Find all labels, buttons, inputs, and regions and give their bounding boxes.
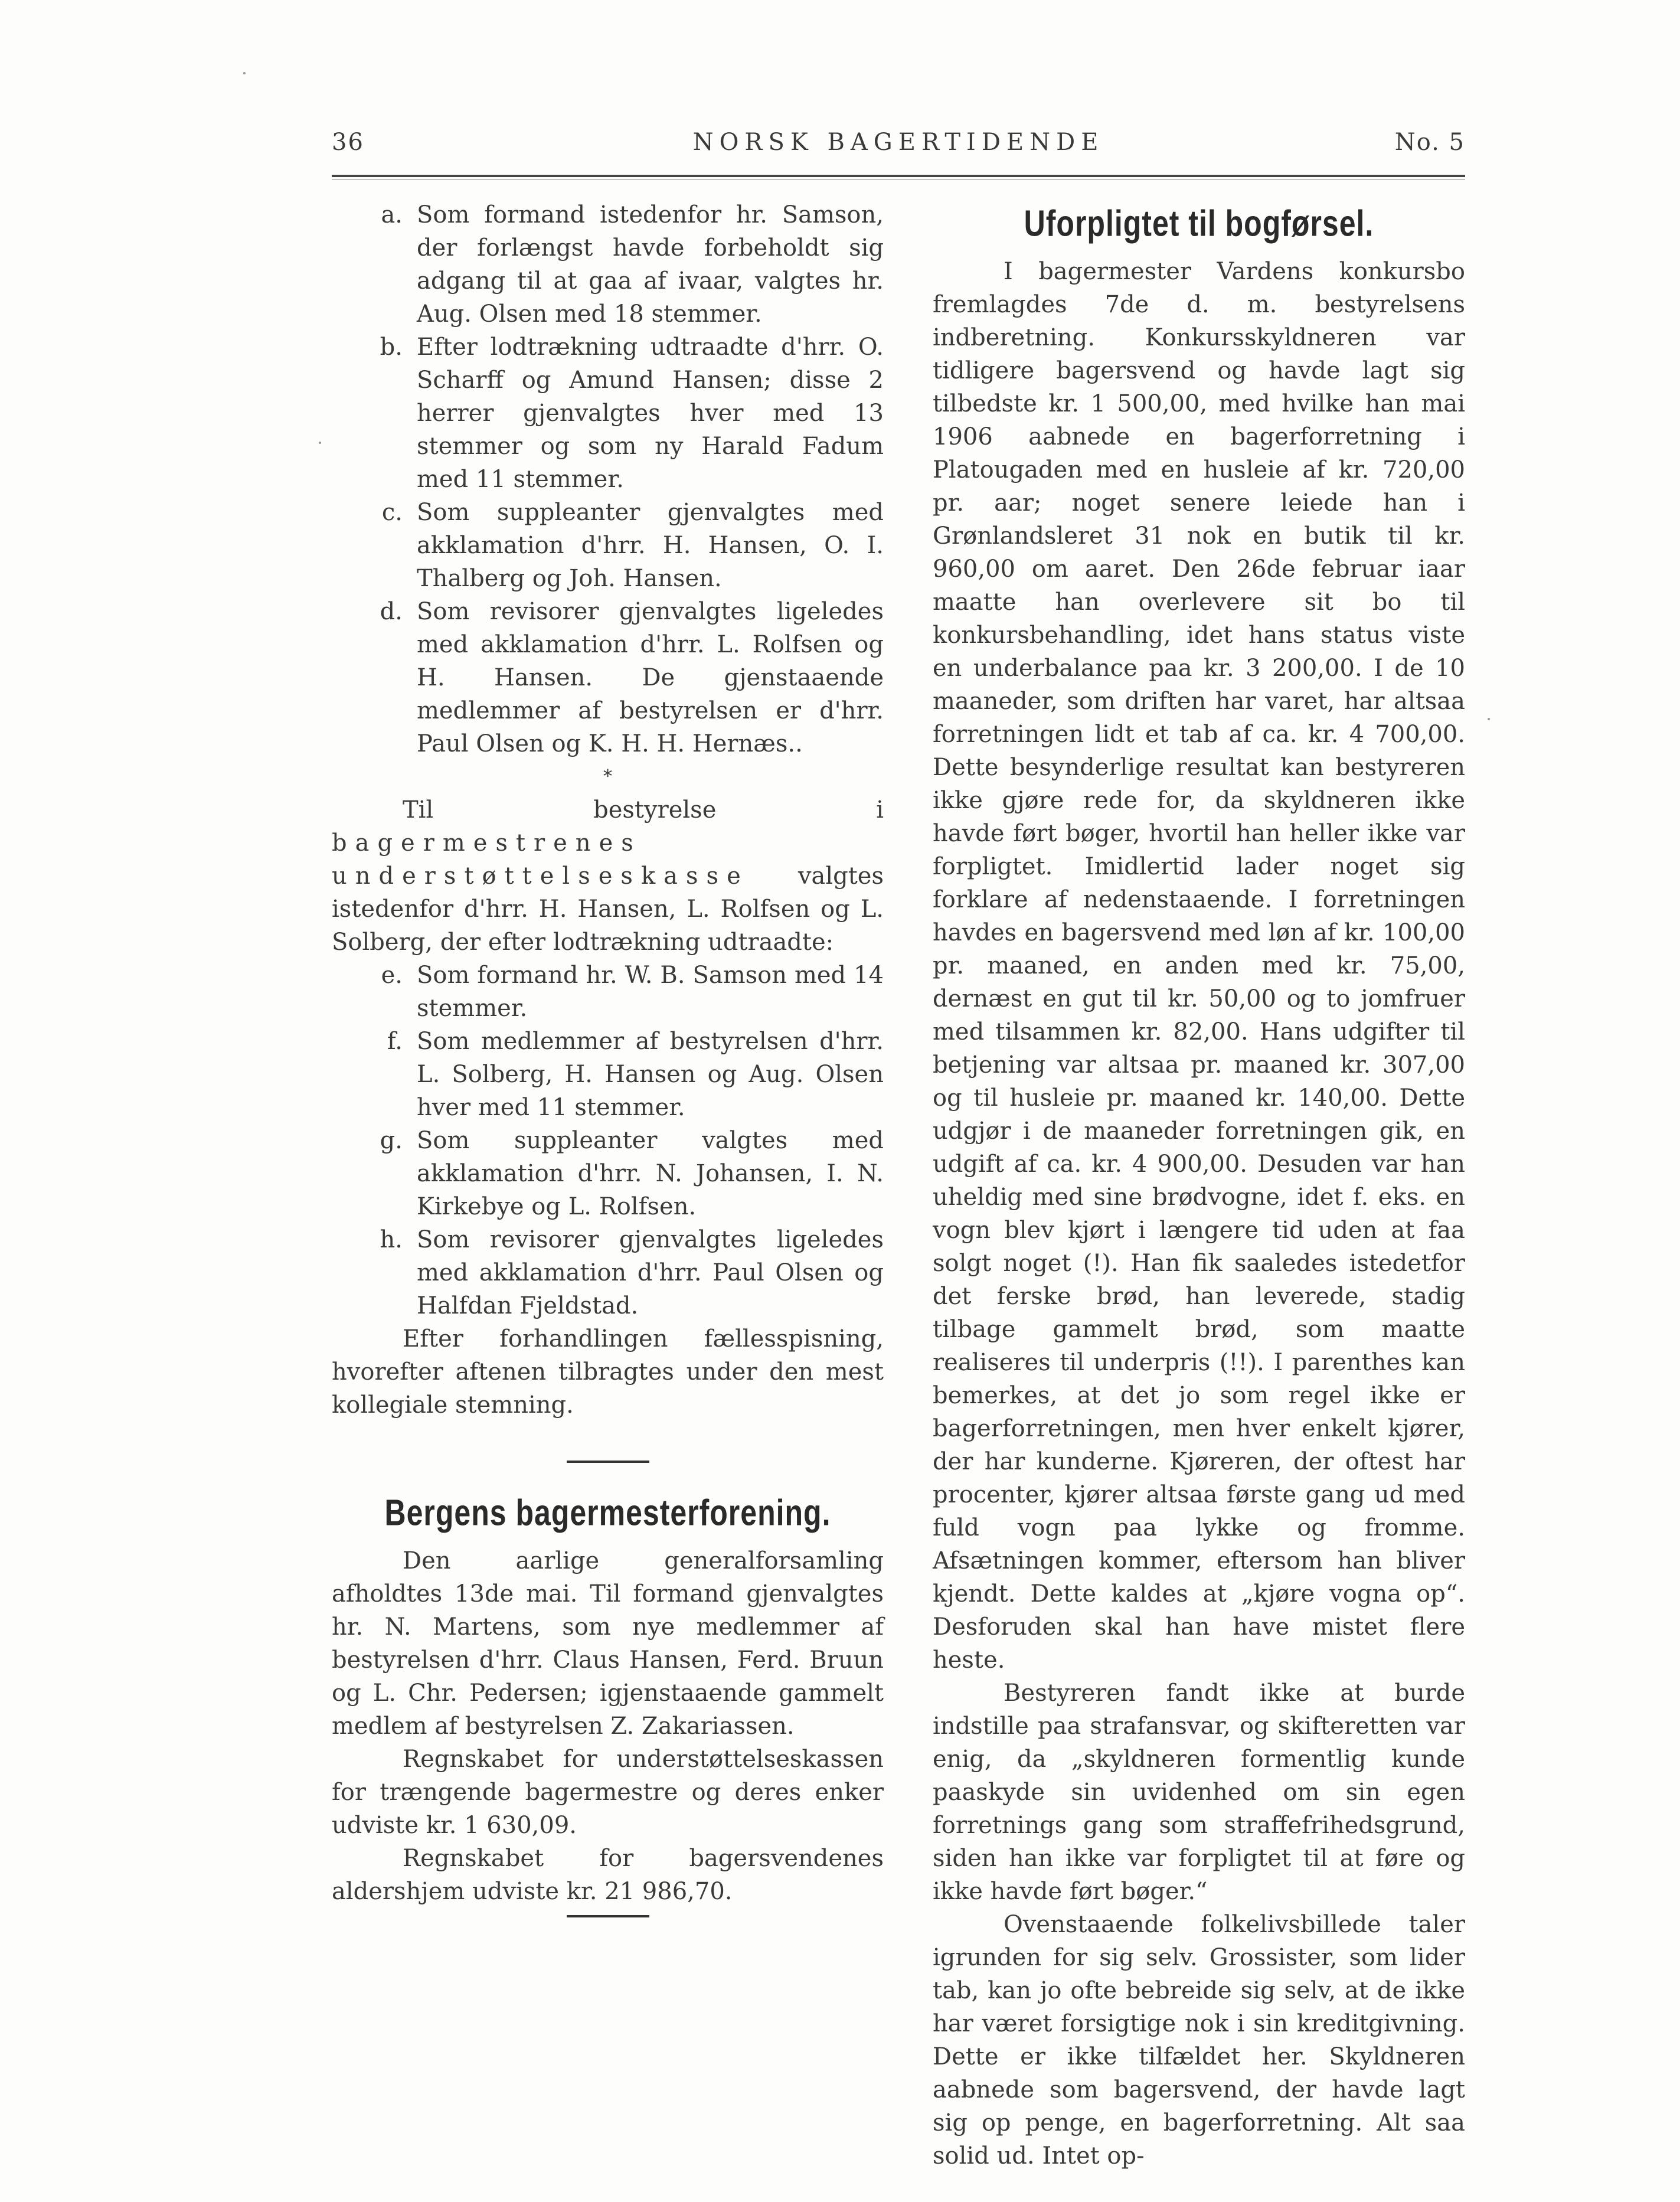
issue-number: No. 5 bbox=[1394, 129, 1465, 156]
section-star: * bbox=[603, 766, 612, 787]
page-header bbox=[332, 129, 1465, 164]
header-rule bbox=[332, 175, 1465, 177]
list-label: h. bbox=[380, 1226, 403, 1253]
list-text: Efter lodtrækning udtraadte d'hrr. O. Scharff og Amund Hansen; disse 2 herrer gjenvalgtes hver med 13 stemmer og som ny Harald Fadum med 11 stemmer. bbox=[417, 334, 884, 493]
publication-title: NORSK BAGERTIDENDE bbox=[692, 129, 1104, 156]
bergen-heading: Bergens bagermesterforening. bbox=[384, 1492, 831, 1533]
list-item bbox=[332, 1223, 884, 1322]
paragraph: Regnskabet for understøttelseskassen for trængende bagermestre og deres enker udviste kr. 1 630,09. bbox=[332, 1746, 884, 1839]
intro-spaced-text: bagermestrenes understøttelseskasse bbox=[332, 829, 749, 890]
paragraph-intro bbox=[332, 793, 884, 959]
list-item bbox=[332, 1025, 884, 1124]
list-item bbox=[332, 595, 884, 760]
list-item bbox=[332, 959, 884, 1025]
right-column bbox=[933, 198, 1465, 2172]
list-text: Som formand istedenfor hr. Samson, der forlængst havde forbeholdt sig adgang til at gaa af ivaar, valgtes hr. Aug. Olsen med 18 stemmer. bbox=[417, 201, 884, 328]
list-label: c. bbox=[381, 499, 403, 526]
paragraph: Ovenstaaende folkelivsbillede taler igrunden for sig selv. Grossister, som lider tab, kan jo ofte bebreide sig selv, at de ikke har været forsigtige nok i sin kreditgivning. Dette er ikke tilfældet her. Skyldneren aabnede som bagersvend, der havde lagt sig op penge, en bagerforretning. Alt saa solid ud. Intet op- bbox=[933, 1911, 1465, 2170]
speck bbox=[243, 72, 246, 74]
list-text: Som suppleanter gjenvalgtes med akklamation d'hrr. H. Hansen, O. I. Thalberg og Joh. Hansen. bbox=[417, 499, 884, 592]
paragraph: Regnskabet for bagersvendenes aldershjem udviste kr. 21 986,70. bbox=[332, 1845, 884, 1905]
list-label: b. bbox=[380, 334, 403, 361]
list-label: e. bbox=[381, 962, 403, 989]
list-text: Som suppleanter valgtes med akklamation d'hrr. N. Johansen, I. N. Kirkebye og L. Rolfsen. bbox=[417, 1127, 884, 1220]
article-heading: Uforpligtet til bogførsel. bbox=[1024, 202, 1374, 244]
left-column bbox=[332, 198, 884, 1917]
closing-paragraph: Efter forhandlingen fællesspisning, hvorefter aftenen tilbragtes under den mest kollegiale stemning. bbox=[332, 1325, 884, 1419]
end-divider bbox=[567, 1915, 649, 1917]
list-label: g. bbox=[380, 1127, 403, 1154]
speck bbox=[1488, 718, 1490, 720]
intro-text: valgtes istedenfor d'hrr. H. Hansen, L. Rolfsen og L. Solberg, der efter lodtrækning udtraadte: bbox=[332, 862, 884, 956]
list-item bbox=[332, 1124, 884, 1223]
list-text: Som formand hr. W. B. Samson med 14 stemmer. bbox=[417, 962, 884, 1022]
paragraph: I bagermester Vardens konkursbo fremlagdes 7de d. m. bestyrelsens indberetning. Konkursskyldneren var tidligere bagersvend og havde lagt sig tilbedste kr. 1 500,00, med hvilke han mai 1906 aabnede en bagerforretning i Platougaden med en husleie af kr. 720,00 pr. aar; noget senere leiede han i Grønlandsleret 31 nok en butik til kr. 960,00 om aaret. Den 26de februar iaar maatte han overlevere sit bo til konkursbehandling, idet hans status viste en underbalance paa kr. 3 200,00. I de 10 maaneder, som driften har varet, har altsaa forretningen lidt et tab af ca. kr. 4 700,00. Dette besynderlige resultat kan bestyreren ikke gjøre rede for, da skyldneren ikke havde ført bøger, hvortil han heller ikke var forpligtet. Imidlertid lader noget sig forklare af nedenstaaende. I forretningen havdes en bagersvend med løn af kr. 100,00 pr. maaned, en anden med kr. 75,00, dernæst en gut til kr. 50,00 og to jomfruer med tilsammen kr. 82,00. Hans udgifter til betjening var altsaa pr. maaned kr. 307,00 og til husleie pr. maaned kr. 140,00. Dette udgjør i de maaneder forretningen gik, en udgift af ca. kr. 4 900,00. Desuden var han uheldig med sine brødvogne, idet f. eks. en vogn blev kjørt i længere tid uden at faa solgt noget (!). Han fik saaledes istedetfor det ferske brød, han leverede, stadig tilbage gammelt brød, som maatte realiseres til underpris (!!). I parenthes kan bemerkes, at det jo som regel ikke er bagerforretningen, men hver enkelt kjører, der har kunderne. Kjøreren, der oftest har procenter, kjører altsaa første gang ud med fuld vogn paa lykke og fromme. Afsætningen kommer, eftersom han bliver kjendt. Dette kaldes at „kjøre vogna op“. Desforuden skal han have mistet flere heste. bbox=[933, 258, 1465, 1674]
list-label: f. bbox=[387, 1028, 403, 1055]
paragraph: Bestyreren fandt ikke at burde indstille paa strafansvar, og skifteretten var enig, da „skyldneren formentlig kunde paaskyde sin uvidenhed om sin egen forretnings gang som straffefrihedsgrund, siden han ikke var forpligtet til at føre og ikke havde ført bøger.“ bbox=[933, 1680, 1465, 1905]
list-item bbox=[332, 331, 884, 496]
section-divider bbox=[567, 1461, 649, 1463]
intro-text: Til bestyrelse i bbox=[403, 796, 884, 824]
page-number: 36 bbox=[332, 129, 364, 156]
paragraph: Den aarlige generalforsamling afholdtes 13de mai. Til formand gjenvalgtes hr. N. Martens, som nye medlemmer af bestyrelsen d'hrr. Claus Hansen, Ferd. Bruun og L. Chr. Pedersen; igjenstaaende gammelt medlem af bestyrelsen Z. Zakariassen. bbox=[332, 1547, 884, 1740]
list-label: d. bbox=[380, 598, 403, 625]
list-item bbox=[332, 496, 884, 595]
list-label: a. bbox=[381, 201, 403, 228]
list-item bbox=[332, 198, 884, 331]
list-text: Som revisorer gjenvalgtes ligeledes med akklamation d'hrr. Paul Olsen og Halfdan Fjeldstad. bbox=[417, 1226, 884, 1319]
list-text: Som medlemmer af bestyrelsen d'hrr. L. Solberg, H. Hansen og Aug. Olsen hver med 11 stemmer. bbox=[417, 1028, 884, 1121]
speck bbox=[319, 442, 321, 444]
list-text: Som revisorer gjenvalgtes ligeledes med akklamation d'hrr. L. Rolfsen og H. Hansen. De gjenstaaende medlemmer af bestyrelsen er d'hrr. Paul Olsen og K. H. H. Hernæs.. bbox=[417, 598, 884, 757]
